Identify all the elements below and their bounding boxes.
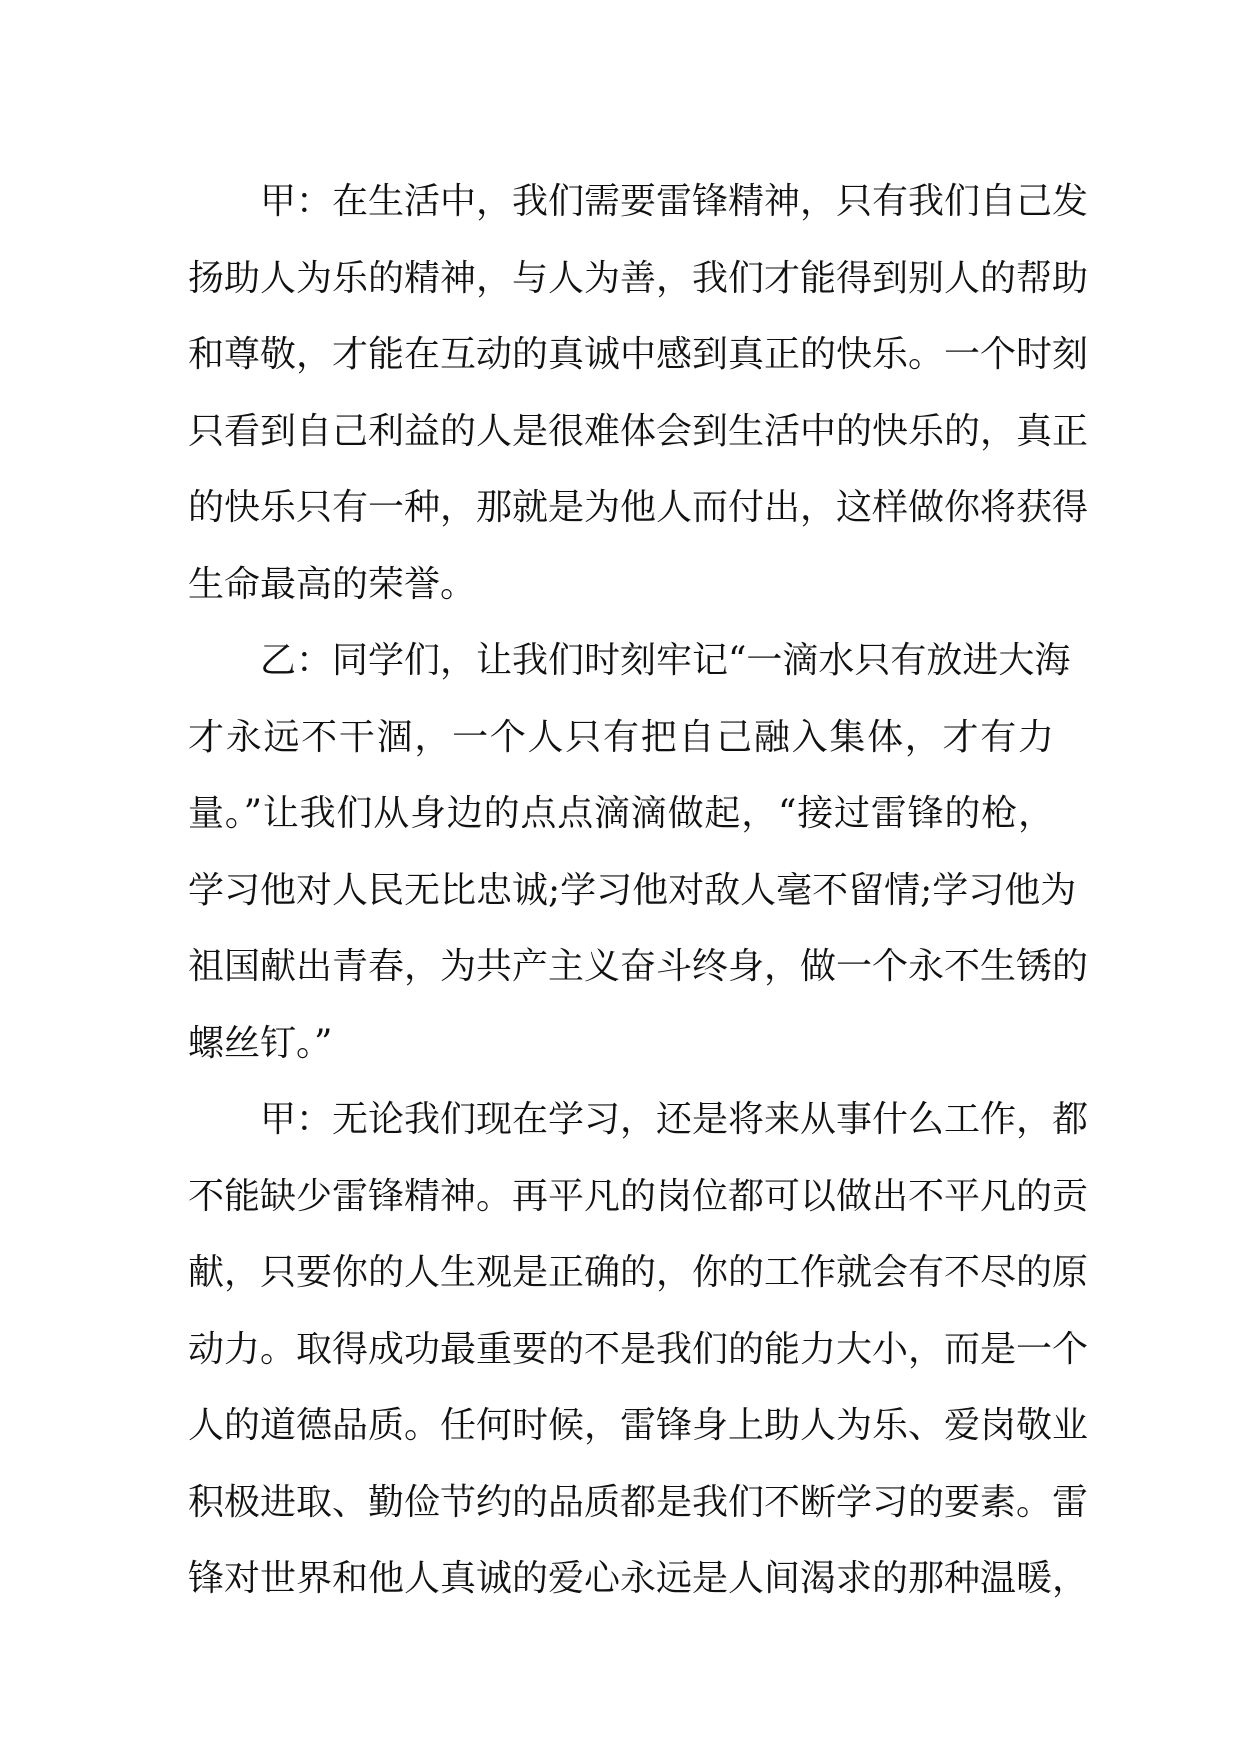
text-line: 动力。取得成功最重要的不是我们的能力大小，而是一个 [188,1328,1089,1370]
paragraph-1 [188,164,1089,623]
text-line: 和尊敬，才能在互动的真诚中感到真正的快乐。一个时刻 [188,334,1089,375]
text-line: 锋对世界和他人真诚的爱心永远是人间渴求的那种温暖， [188,1558,1089,1599]
text-line: 甲：在生活中，我们需要雷锋精神，只有我们自己发 [260,181,1089,222]
text-line: 生命最高的荣誉。 [188,563,477,605]
text-line: 献，只要你的人生观是正确的，你的工作就会有不尽的原 [188,1252,1089,1293]
text-line: 螺丝钉。” [188,1022,333,1064]
text-line: 学习他对人民无比忠诚;学习他对敌人毫不留情;学习他为 [188,869,1077,911]
text-line: 积极进取、勤俭节约的品质都是我们不断学习的要素。雷 [188,1481,1089,1523]
text-line: 乙：同学们，让我们时刻牢记“一滴水只有放进大海 [260,640,1071,681]
text-line: 人的道德品质。任何时候，雷锋身上助人为乐、爱岗敬业 [188,1405,1089,1446]
paragraph-2 [188,623,1089,1082]
text-line: 祖国献出青春，为共产主义奋斗终身，做一个永不生锈的 [188,946,1089,987]
text-line: 量。”让我们从身边的点点滴滴做起，“接过雷锋的枪， [188,793,1054,834]
document-body [188,164,1089,1618]
text-line: 扬助人为乐的精神，与人为善，我们才能得到别人的帮助 [188,257,1089,299]
text-line: 只看到自己利益的人是很难体会到生活中的快乐的，真正 [188,410,1089,452]
text-line: 甲：无论我们现在学习，还是将来从事什么工作，都 [260,1099,1089,1140]
text-line: 才永远不干涸，一个人只有把自己融入集体，才有力 [188,716,1054,758]
text-line: 不能缺少雷锋精神。再平凡的岗位都可以做出不平凡的贡 [188,1175,1089,1217]
text-line: 的快乐只有一种，那就是为他人而付出，这样做你将获得 [188,487,1089,528]
paragraph-3 [188,1082,1089,1618]
